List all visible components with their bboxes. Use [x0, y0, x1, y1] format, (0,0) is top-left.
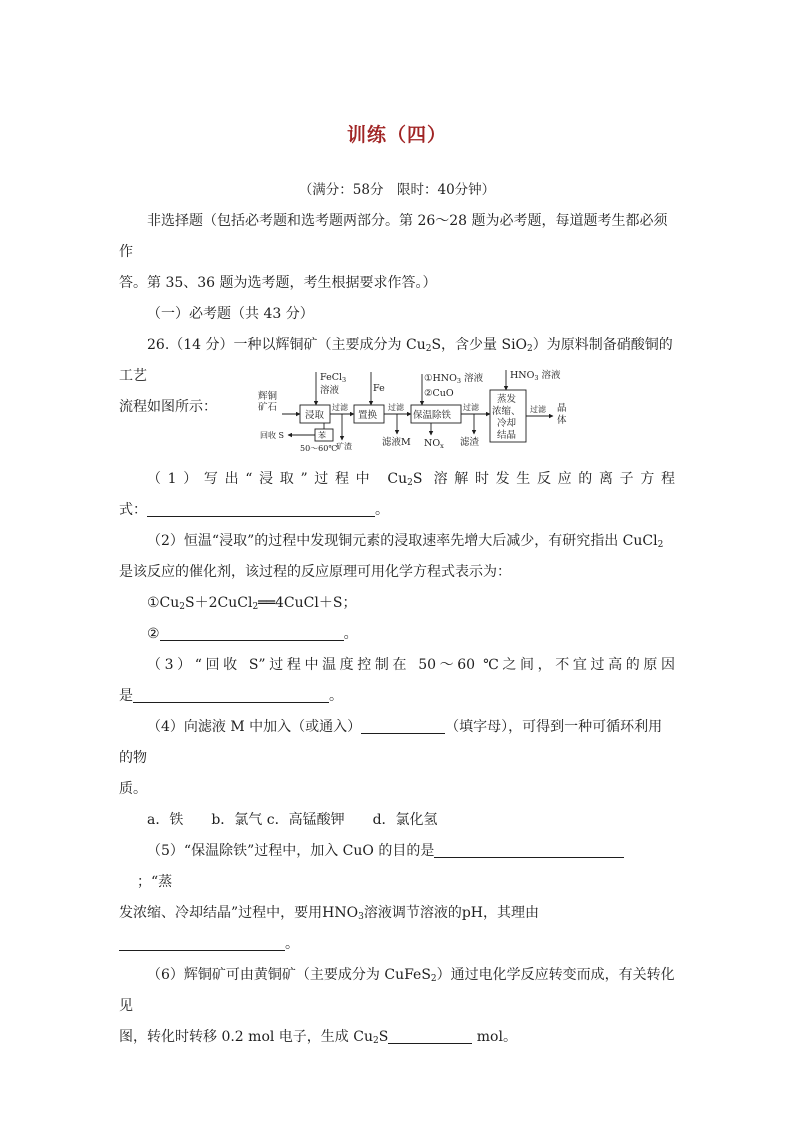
flow-reagent-cuo: ②CuO	[424, 388, 454, 399]
q6-line-2	[119, 1022, 675, 1053]
subscript: 3	[358, 912, 364, 922]
q1-text-a: （1）写出“浸取”过程中 Cu	[147, 471, 408, 487]
questions	[119, 464, 675, 1053]
flow-slag: 滤渣	[460, 437, 480, 448]
flow-step-evaporate-1: 蒸发	[497, 394, 517, 405]
q3-line-1: （3）“回收 S”过程中温度控制在 50～60 ℃之间，不宜过高的原因	[147, 657, 675, 673]
subscript: 2	[372, 1036, 379, 1046]
q2-period: 。	[343, 626, 358, 642]
process-flow-diagram	[254, 364, 578, 456]
q2-equation-1	[119, 588, 675, 619]
subscript: 2	[179, 602, 186, 612]
q3-prompt: 是	[119, 688, 133, 704]
q6-text-c: 图，转化时转移 0.2 mol 电子，生成 Cu	[119, 1029, 373, 1045]
q5-period: 。	[285, 936, 299, 952]
flow-nox	[424, 438, 444, 450]
q5-line-2	[119, 898, 675, 960]
flow-filter-4: 过滤	[530, 405, 546, 414]
flow-reagent-hno3-solution: 溶液	[461, 373, 484, 384]
answer-blank-q4[interactable]	[361, 717, 445, 734]
q5-line-1	[119, 836, 675, 898]
flow-step-leach: 浸取	[305, 410, 325, 421]
flow-step-evaporate-2: 浓缩、	[492, 406, 521, 417]
eq-text-a: ①Cu	[147, 595, 180, 611]
score-time-limit: （满分：58分 限时：40分钟）	[298, 182, 496, 198]
flow-nox-text: NO	[424, 438, 441, 449]
q1-text-b: S 溶解时发生反应的离子方程	[412, 471, 676, 487]
q5-text-c: 发浓缩、冷却结晶”过程中，要用HNO	[119, 905, 359, 921]
subscript: x	[440, 442, 444, 450]
subscript: 2	[430, 974, 437, 984]
subscript: 2	[657, 540, 664, 550]
flow-benzene: 苯	[318, 431, 326, 440]
flow-reagent-fecl3-solution: 溶液	[320, 385, 340, 396]
q3-line-2	[119, 681, 675, 712]
q6-text-b: ）通过电化学反应转变而成，有关转化见	[119, 967, 675, 1014]
flow-reagent-hno3	[424, 372, 484, 385]
q4-line-2: 质。	[119, 781, 147, 797]
answer-blank-q5a[interactable]	[434, 841, 624, 858]
q1-period: 。	[375, 502, 389, 518]
flow-crystal-2: 体	[557, 415, 567, 426]
q26-stem-line-2: 流程如图所示：	[119, 399, 217, 415]
flow-reagent-fecl3	[320, 372, 346, 384]
subscript: 2	[527, 344, 533, 354]
flow-temperature: 50～60℃	[300, 444, 338, 453]
q6-text-a: （6）辉铜矿可由黄铜矿（主要成分为 CuFeS	[147, 967, 431, 983]
flow-filtrate-m: 滤液M	[382, 437, 411, 448]
flow-reagent-hno3-text: ①HNO	[424, 373, 457, 384]
q1-line-1	[119, 464, 675, 495]
flow-ore-label-1: 辉铜	[258, 391, 278, 402]
flow-reagent-hno3-2	[510, 369, 561, 382]
flow-ore-label-2: 矿石	[258, 402, 278, 413]
q2-text: （2）恒温“浸取”的过程中发现铜元素的浸取速率先增大后减少，有研究指出 CuCl	[147, 533, 658, 549]
answer-blank-q5b[interactable]	[119, 934, 285, 951]
flow-step-evaporate-4: 结晶	[497, 430, 517, 441]
subscript: 2	[407, 478, 413, 488]
subscript: 2	[252, 602, 259, 612]
q3-period: 。	[329, 688, 343, 704]
subscript: 3	[342, 376, 347, 384]
flow-step-replace: 置换	[358, 410, 378, 421]
q5-text-a: （5）“保温除铁”过程中，加入 CuO 的目的是	[147, 843, 435, 859]
flow-reagent-hno3-2-text: HNO	[510, 370, 535, 381]
flow-filter-3: 过滤	[463, 403, 479, 412]
q26-stem-text-b: S，含少量 SiO	[431, 337, 528, 353]
subscript: 3	[534, 374, 539, 382]
eq-text-b: S＋2CuCl	[185, 595, 253, 611]
q5-text-b: ；“蒸	[137, 874, 173, 890]
q26-stem-text-c: ）为原料制备硝酸铜的工艺	[119, 337, 673, 384]
intro-line-1: 非选择题（包括必考题和选考题两部分。第 26～28 题为必考题，每道题考生都必须作	[119, 213, 668, 260]
q1-prompt: 式：	[119, 502, 147, 518]
answer-blank-q1[interactable]	[147, 500, 375, 517]
flow-reagent-fe: Fe	[373, 383, 385, 394]
q6-text-e: mol。	[472, 1029, 517, 1045]
eq2-label: ②	[147, 626, 160, 642]
section-heading: （一）必考题（共 43 分）	[147, 306, 314, 322]
flow-crystal-1: 晶	[557, 403, 567, 414]
q2-line-1	[119, 526, 675, 557]
subscript: 2	[425, 344, 432, 354]
flow-filter-2: 过滤	[388, 403, 404, 412]
q1-line-2	[119, 495, 675, 526]
q4-options: a．铁 b．氯气 c．高锰酸钾 d．氯化氢	[147, 812, 438, 828]
page-title: 训练（四）	[346, 124, 447, 146]
flow-residue: 矿渣	[336, 442, 352, 451]
flow-recover-sulfur: 回收 S	[260, 431, 285, 440]
flow-reagent-fecl3-text: FeCl	[320, 372, 343, 383]
intro-line-2: 答。第 35、36 题为选考题，考生根据要求作答。）	[119, 275, 437, 291]
q4-line-1	[119, 712, 675, 774]
q6-line-1	[119, 960, 675, 1022]
q26-stem-text-a: 26.（14 分）一种以辉铜矿（主要成分为 Cu	[147, 337, 426, 353]
flow-step-remove-iron: 保温除铁	[413, 410, 452, 421]
q5-text-d: 溶液调节溶液的pH，其理由	[363, 905, 539, 921]
q2-line-2: 是该反应的催化剂，该过程的反应原理可用化学方程式表示为：	[119, 564, 511, 580]
q4-text-b: （填字母），可得到一种可循环利用的物	[119, 719, 663, 766]
q6-text-d: S	[378, 1029, 389, 1045]
flow-step-evaporate-3: 冷却	[497, 418, 517, 429]
answer-blank-q2[interactable]	[160, 624, 344, 641]
flow-reagent-hno3-2-solution: 溶液	[538, 370, 561, 381]
q4-text-a: （4）向滤液 M 中加入（或通入）	[147, 719, 362, 735]
flow-filter-1: 过滤	[332, 403, 348, 412]
answer-blank-q6[interactable]	[388, 1027, 472, 1044]
eq-text-c: ══4CuCl＋S；	[258, 595, 357, 611]
subscript: 3	[456, 377, 462, 385]
answer-blank-q3[interactable]	[133, 686, 329, 703]
q2-equation-2	[119, 619, 675, 650]
